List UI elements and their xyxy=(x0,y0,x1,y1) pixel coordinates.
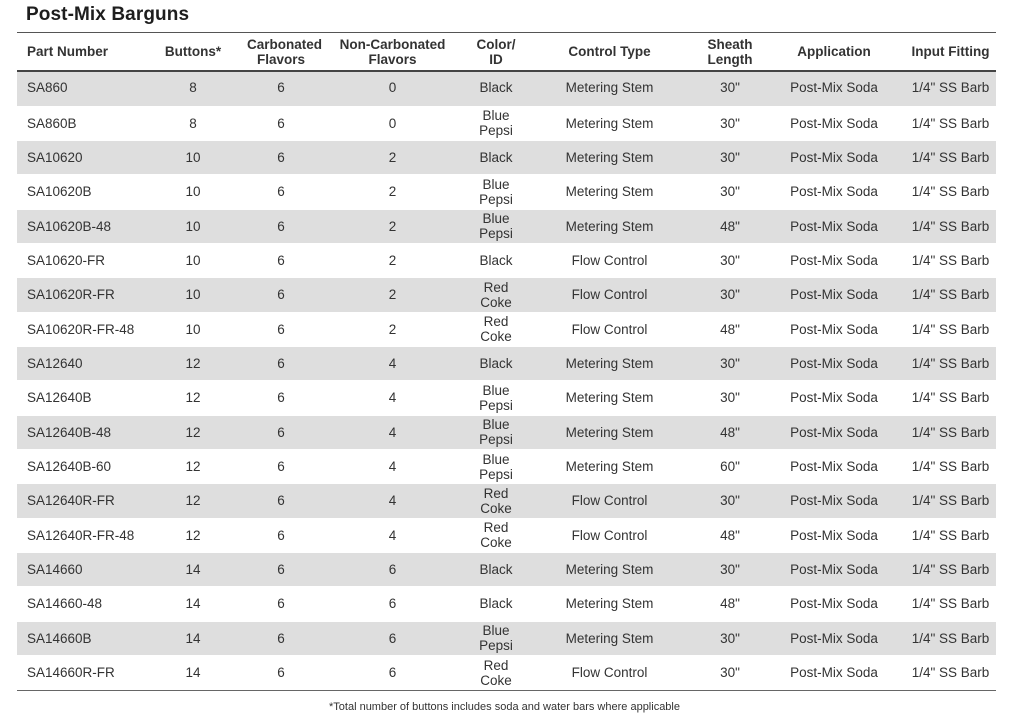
cell-non-carbonated-flavors: 2 xyxy=(315,140,470,174)
product-table xyxy=(17,33,996,690)
cell-color-id: Red Coke xyxy=(470,484,522,518)
table-row xyxy=(17,381,996,415)
table-row xyxy=(17,449,996,483)
cell-control-type: Metering Stem xyxy=(522,621,697,655)
cell-color-id: Black xyxy=(470,243,522,277)
cell-control-type: Metering Stem xyxy=(522,140,697,174)
cell-part-number: SA12640B xyxy=(17,381,139,415)
cell-color-id: Blue Pepsi xyxy=(470,621,522,655)
cell-sheath-length: 48" xyxy=(697,518,763,552)
cell-input-fitting: 1/4" SS Barb xyxy=(905,278,996,312)
cell-control-type: Metering Stem xyxy=(522,346,697,380)
cell-control-type: Flow Control xyxy=(522,484,697,518)
cell-carbonated-flavors: 6 xyxy=(247,415,315,449)
column-header-line1: Part Number xyxy=(27,44,109,59)
cell-control-type: Flow Control xyxy=(522,656,697,690)
table-row xyxy=(17,518,996,552)
table-row xyxy=(17,106,996,140)
cell-sheath-length: 30" xyxy=(697,175,763,209)
cell-sheath-length: 30" xyxy=(697,106,763,140)
cell-buttons: 14 xyxy=(139,656,247,690)
cell-application: Post-Mix Soda xyxy=(763,656,905,690)
cell-control-type: Metering Stem xyxy=(522,587,697,621)
cell-application: Post-Mix Soda xyxy=(763,175,905,209)
cell-color-id: Black xyxy=(470,70,522,106)
cell-non-carbonated-flavors: 0 xyxy=(315,70,470,106)
cell-non-carbonated-flavors: 6 xyxy=(315,621,470,655)
cell-non-carbonated-flavors: 4 xyxy=(315,346,470,380)
cell-control-type: Flow Control xyxy=(522,518,697,552)
column-header-sheath-length xyxy=(697,33,763,70)
cell-application: Post-Mix Soda xyxy=(763,278,905,312)
bottom-rule xyxy=(17,690,996,691)
cell-application: Post-Mix Soda xyxy=(763,243,905,277)
cell-buttons: 14 xyxy=(139,587,247,621)
cell-input-fitting: 1/4" SS Barb xyxy=(905,656,996,690)
cell-application: Post-Mix Soda xyxy=(763,621,905,655)
cell-buttons: 8 xyxy=(139,70,247,106)
cell-input-fitting: 1/4" SS Barb xyxy=(905,552,996,586)
cell-application: Post-Mix Soda xyxy=(763,106,905,140)
table-row xyxy=(17,552,996,586)
cell-control-type: Flow Control xyxy=(522,243,697,277)
column-header-line1: Application xyxy=(797,44,871,59)
cell-sheath-length: 48" xyxy=(697,587,763,621)
cell-non-carbonated-flavors: 4 xyxy=(315,415,470,449)
cell-buttons: 10 xyxy=(139,312,247,346)
cell-input-fitting: 1/4" SS Barb xyxy=(905,449,996,483)
cell-non-carbonated-flavors: 2 xyxy=(315,278,470,312)
column-header-control-type xyxy=(522,33,697,70)
cell-part-number: SA14660-48 xyxy=(17,587,139,621)
cell-input-fitting: 1/4" SS Barb xyxy=(905,175,996,209)
cell-part-number: SA12640 xyxy=(17,346,139,380)
column-header-carbonated-flavors xyxy=(247,33,323,70)
cell-input-fitting: 1/4" SS Barb xyxy=(905,587,996,621)
cell-sheath-length: 30" xyxy=(697,70,763,106)
cell-carbonated-flavors: 6 xyxy=(247,140,315,174)
cell-carbonated-flavors: 6 xyxy=(247,346,315,380)
cell-sheath-length: 30" xyxy=(697,381,763,415)
cell-control-type: Flow Control xyxy=(522,312,697,346)
cell-sheath-length: 30" xyxy=(697,140,763,174)
cell-non-carbonated-flavors: 6 xyxy=(315,656,470,690)
cell-sheath-length: 30" xyxy=(697,656,763,690)
column-header-line1: Carbonated xyxy=(247,36,323,52)
cell-input-fitting: 1/4" SS Barb xyxy=(905,518,996,552)
cell-sheath-length: 30" xyxy=(697,621,763,655)
cell-carbonated-flavors: 6 xyxy=(247,70,315,106)
cell-part-number: SA860B xyxy=(17,106,139,140)
cell-color-id: Red Coke xyxy=(470,518,522,552)
cell-non-carbonated-flavors: 2 xyxy=(315,312,470,346)
cell-application: Post-Mix Soda xyxy=(763,449,905,483)
cell-carbonated-flavors: 6 xyxy=(247,106,315,140)
cell-carbonated-flavors: 6 xyxy=(247,175,315,209)
table-row xyxy=(17,312,996,346)
cell-color-id: Red Coke xyxy=(470,278,522,312)
table-row xyxy=(17,70,996,106)
cell-color-id: Blue Pepsi xyxy=(470,449,522,483)
cell-non-carbonated-flavors: 6 xyxy=(315,552,470,586)
cell-buttons: 10 xyxy=(139,278,247,312)
table-header xyxy=(17,33,996,70)
cell-part-number: SA12640B-48 xyxy=(17,415,139,449)
cell-part-number: SA10620 xyxy=(17,140,139,174)
cell-part-number: SA10620R-FR xyxy=(17,278,139,312)
cell-color-id: Black xyxy=(470,552,522,586)
column-header-line1: Color/ ID xyxy=(476,36,516,67)
cell-buttons: 10 xyxy=(139,175,247,209)
cell-color-id: Black xyxy=(470,140,522,174)
cell-part-number: SA10620-FR xyxy=(17,243,139,277)
cell-application: Post-Mix Soda xyxy=(763,381,905,415)
cell-color-id: Blue Pepsi xyxy=(470,175,522,209)
cell-control-type: Metering Stem xyxy=(522,106,697,140)
cell-buttons: 12 xyxy=(139,449,247,483)
cell-non-carbonated-flavors: 4 xyxy=(315,381,470,415)
cell-color-id: Black xyxy=(470,346,522,380)
cell-application: Post-Mix Soda xyxy=(763,484,905,518)
cell-input-fitting: 1/4" SS Barb xyxy=(905,140,996,174)
cell-non-carbonated-flavors: 6 xyxy=(315,587,470,621)
cell-application: Post-Mix Soda xyxy=(763,209,905,243)
column-header-buttons xyxy=(139,33,247,70)
cell-part-number: SA12640R-FR xyxy=(17,484,139,518)
column-header-line1: Input Fitting xyxy=(911,44,990,59)
cell-control-type: Flow Control xyxy=(522,278,697,312)
cell-sheath-length: 48" xyxy=(697,312,763,346)
cell-carbonated-flavors: 6 xyxy=(247,621,315,655)
cell-sheath-length: 30" xyxy=(697,278,763,312)
page-title: Post-Mix Barguns xyxy=(26,4,190,25)
table-row xyxy=(17,243,996,277)
cell-carbonated-flavors: 6 xyxy=(247,656,315,690)
cell-buttons: 12 xyxy=(139,484,247,518)
cell-non-carbonated-flavors: 2 xyxy=(315,175,470,209)
column-header-line1: Sheath Length xyxy=(707,36,753,67)
cell-color-id: Red Coke xyxy=(470,312,522,346)
cell-carbonated-flavors: 6 xyxy=(247,449,315,483)
cell-buttons: 8 xyxy=(139,106,247,140)
cell-buttons: 12 xyxy=(139,415,247,449)
column-header-line2: Flavors xyxy=(368,51,417,67)
cell-color-id: Blue Pepsi xyxy=(470,381,522,415)
cell-input-fitting: 1/4" SS Barb xyxy=(905,106,996,140)
cell-sheath-length: 30" xyxy=(697,243,763,277)
cell-buttons: 14 xyxy=(139,621,247,655)
cell-part-number: SA14660 xyxy=(17,552,139,586)
table-row xyxy=(17,415,996,449)
cell-non-carbonated-flavors: 4 xyxy=(315,518,470,552)
cell-part-number: SA10620B-48 xyxy=(17,209,139,243)
cell-sheath-length: 48" xyxy=(697,209,763,243)
table-row xyxy=(17,209,996,243)
cell-buttons: 12 xyxy=(139,346,247,380)
cell-control-type: Metering Stem xyxy=(522,415,697,449)
cell-color-id: Blue Pepsi xyxy=(470,106,522,140)
cell-carbonated-flavors: 6 xyxy=(247,278,315,312)
cell-part-number: SA12640B-60 xyxy=(17,449,139,483)
column-header-non-carbonated-flavors xyxy=(315,33,470,70)
cell-application: Post-Mix Soda xyxy=(763,552,905,586)
cell-color-id: Blue Pepsi xyxy=(470,415,522,449)
column-header-line1: Non-Carbonated xyxy=(339,36,446,52)
cell-color-id: Red Coke xyxy=(470,656,522,690)
cell-carbonated-flavors: 6 xyxy=(247,312,315,346)
cell-part-number: SA860 xyxy=(17,70,139,106)
cell-application: Post-Mix Soda xyxy=(763,587,905,621)
cell-control-type: Metering Stem xyxy=(522,70,697,106)
table-row xyxy=(17,484,996,518)
cell-input-fitting: 1/4" SS Barb xyxy=(905,381,996,415)
cell-input-fitting: 1/4" SS Barb xyxy=(905,312,996,346)
column-header-part-number xyxy=(17,33,139,70)
cell-buttons: 12 xyxy=(139,518,247,552)
cell-input-fitting: 1/4" SS Barb xyxy=(905,209,996,243)
footnote: *Total number of buttons includes soda and water bars where applicable xyxy=(329,701,680,713)
cell-carbonated-flavors: 6 xyxy=(247,552,315,586)
cell-non-carbonated-flavors: 2 xyxy=(315,209,470,243)
cell-carbonated-flavors: 6 xyxy=(247,381,315,415)
cell-sheath-length: 30" xyxy=(697,552,763,586)
cell-non-carbonated-flavors: 4 xyxy=(315,484,470,518)
column-header-line1: Control Type xyxy=(568,44,651,59)
cell-sheath-length: 30" xyxy=(697,346,763,380)
cell-carbonated-flavors: 6 xyxy=(247,484,315,518)
cell-part-number: SA10620R-FR-48 xyxy=(17,312,139,346)
cell-application: Post-Mix Soda xyxy=(763,346,905,380)
column-header-application xyxy=(763,33,905,70)
cell-non-carbonated-flavors: 2 xyxy=(315,243,470,277)
cell-input-fitting: 1/4" SS Barb xyxy=(905,243,996,277)
cell-input-fitting: 1/4" SS Barb xyxy=(905,70,996,106)
cell-part-number: SA12640R-FR-48 xyxy=(17,518,139,552)
cell-buttons: 10 xyxy=(139,140,247,174)
header-row xyxy=(17,33,996,70)
column-header-line2: Flavors xyxy=(256,51,306,67)
cell-color-id: Black xyxy=(470,587,522,621)
table-row xyxy=(17,621,996,655)
table-body xyxy=(17,70,996,690)
cell-application: Post-Mix Soda xyxy=(763,312,905,346)
cell-input-fitting: 1/4" SS Barb xyxy=(905,621,996,655)
cell-part-number: SA14660R-FR xyxy=(17,656,139,690)
cell-non-carbonated-flavors: 4 xyxy=(315,449,470,483)
cell-carbonated-flavors: 6 xyxy=(247,209,315,243)
cell-sheath-length: 60" xyxy=(697,449,763,483)
cell-control-type: Metering Stem xyxy=(522,449,697,483)
cell-application: Post-Mix Soda xyxy=(763,518,905,552)
cell-application: Post-Mix Soda xyxy=(763,415,905,449)
header-rule xyxy=(17,70,996,72)
cell-carbonated-flavors: 6 xyxy=(247,243,315,277)
table-row xyxy=(17,175,996,209)
table-row xyxy=(17,140,996,174)
cell-application: Post-Mix Soda xyxy=(763,70,905,106)
cell-input-fitting: 1/4" SS Barb xyxy=(905,346,996,380)
cell-carbonated-flavors: 6 xyxy=(247,587,315,621)
cell-control-type: Metering Stem xyxy=(522,381,697,415)
cell-buttons: 10 xyxy=(139,209,247,243)
cell-control-type: Metering Stem xyxy=(522,209,697,243)
cell-sheath-length: 48" xyxy=(697,415,763,449)
cell-part-number: SA10620B xyxy=(17,175,139,209)
cell-input-fitting: 1/4" SS Barb xyxy=(905,484,996,518)
table-row xyxy=(17,346,996,380)
cell-color-id: Blue Pepsi xyxy=(470,209,522,243)
column-header-input-fitting xyxy=(905,33,996,70)
table-row xyxy=(17,656,996,690)
table-row xyxy=(17,587,996,621)
cell-buttons: 12 xyxy=(139,381,247,415)
cell-buttons: 14 xyxy=(139,552,247,586)
cell-control-type: Metering Stem xyxy=(522,175,697,209)
cell-input-fitting: 1/4" SS Barb xyxy=(905,415,996,449)
column-header-line1: Buttons* xyxy=(164,44,222,59)
cell-application: Post-Mix Soda xyxy=(763,140,905,174)
cell-carbonated-flavors: 6 xyxy=(247,518,315,552)
cell-sheath-length: 30" xyxy=(697,484,763,518)
cell-non-carbonated-flavors: 0 xyxy=(315,106,470,140)
table-row xyxy=(17,278,996,312)
cell-buttons: 10 xyxy=(139,243,247,277)
cell-part-number: SA14660B xyxy=(17,621,139,655)
cell-control-type: Metering Stem xyxy=(522,552,697,586)
column-header-color-id xyxy=(470,33,522,70)
